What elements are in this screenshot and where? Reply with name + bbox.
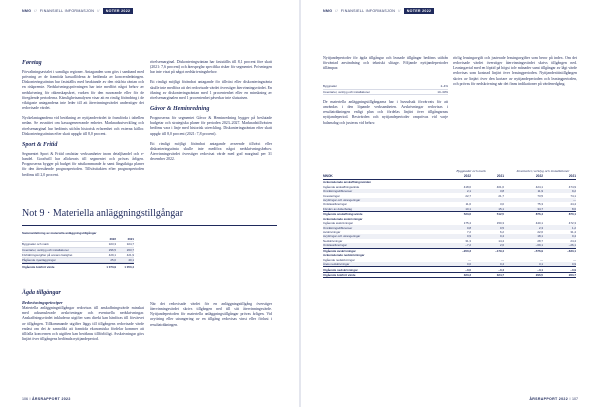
heading-forretning: Føretag <box>22 60 42 66</box>
table-caption: Sammanfattning av materiella anläggningstillgångar <box>22 231 97 235</box>
row-value: 429,1 <box>108 253 116 258</box>
grand-total-value: 296,5 <box>535 272 543 277</box>
row-value: 418,0 <box>463 184 471 189</box>
grand-total-value: 263,7 <box>568 272 576 277</box>
grand-total-label: Utgående bokfört värde <box>323 272 356 277</box>
row-value: 22,7 <box>465 193 471 198</box>
row-value: 6,2 <box>499 230 504 235</box>
row-value: −0,9 <box>570 267 576 272</box>
row-value: 22,6 <box>537 230 543 235</box>
row-label: Investeringar <box>323 193 340 198</box>
row-value: 440,1 <box>535 221 543 226</box>
row-value: — <box>540 257 543 262</box>
note-title: Not 9 · Materiella anläggningstillgångar <box>22 208 184 219</box>
row-label: Utgående nedskrivningar <box>323 267 358 272</box>
row-value: 31,4 <box>570 230 576 235</box>
table-subtotal-row <box>323 266 576 271</box>
row-value: 401,6 <box>496 184 504 189</box>
row-value: 150,3 <box>496 221 504 226</box>
row-value: 11,6 <box>465 202 471 207</box>
page-footer: 106 // ÅRSRAPPORT 2022 <box>22 397 71 401</box>
row-value: 9,2 <box>571 189 576 194</box>
row-value: 0,4 <box>571 234 576 239</box>
text-column-2 <box>453 56 577 92</box>
row-value: 75,3 <box>537 202 543 207</box>
header-separator: // <box>335 9 338 13</box>
depreciation-rates-table <box>323 84 448 95</box>
row-label: Ingående avskrivningar <box>323 221 353 226</box>
page-number: 106 <box>22 397 28 401</box>
row-value: 474,9 <box>568 184 576 189</box>
right-page <box>301 0 600 407</box>
rate-label: Byggnader <box>323 84 337 89</box>
row-label: Förvärv av dotterbolag <box>323 206 352 211</box>
total-value: 1 050,4 <box>124 264 134 269</box>
row-value: — <box>573 257 576 262</box>
row-value: 34,7 <box>537 206 543 211</box>
row-value: 21,7 <box>498 193 504 198</box>
header-highlight: NOTER 2022 <box>404 8 435 14</box>
text-column-1 <box>22 56 144 183</box>
row-value: −179,4 <box>495 248 504 253</box>
row-value: 0,9 <box>571 262 576 267</box>
table-row <box>323 262 576 266</box>
heading-agda: Ägda tillgångar <box>22 290 61 296</box>
row-value: 1,2 <box>571 225 576 230</box>
row-value: 512,5 <box>496 212 504 217</box>
year-header: 2021 <box>496 174 504 178</box>
row-value: 472,3 <box>568 221 576 226</box>
paragraph: De materiella anläggningstillgångarna har i huvudsak förvärvats för att användas i den löpande verksamheten. Avskrivningar redovisas i resultaträkningen enligt plan och fördelas linjärt över tillgångarnas nyttjandeperiod. Restvärden och nyttjandeperioder omprövas vid varje balansdag och justeras vid behov. <box>323 100 448 125</box>
column-header: 2022 <box>109 237 116 242</box>
total-value: 1 073,9 <box>106 264 116 269</box>
table-subtotal-row <box>323 248 576 253</box>
row-value: 10,1 <box>465 206 471 211</box>
header-separator: // <box>398 9 401 13</box>
row-value: 3,8 <box>499 189 504 194</box>
row-value: −200,3 <box>462 248 471 253</box>
table-row <box>323 243 576 247</box>
row-value: 2,3 <box>538 225 543 230</box>
rate-value: 10–33% <box>437 89 448 94</box>
unit-label: MNOK <box>323 174 333 178</box>
row-value: −576,9 <box>534 248 543 253</box>
row-value: 3,0 <box>499 202 504 207</box>
text-column-2 <box>150 60 272 167</box>
text-column-1b <box>323 100 448 131</box>
heading-redovisningsprinciper: Redovisningsprinciper <box>22 300 63 305</box>
row-value: −26,1 <box>568 243 576 248</box>
row-value: 0,4 <box>499 234 504 239</box>
row-value: 3,1 <box>538 262 543 267</box>
row-label: Pågående nyanläggningar <box>22 258 56 263</box>
row-value: — <box>468 257 471 262</box>
header-company: NMG <box>22 9 32 13</box>
row-label: Årets nedskrivningar <box>323 262 350 267</box>
paragraph: Nyttjandeperioder för ägda tillgångar och leasade tillgångar bedöms utifrån förväntad användning och tekniskt slitage. Följande nyttjandeperioder tillämpas: <box>323 56 448 71</box>
total-label: Utgående bokfört värde <box>22 264 55 269</box>
paragraph: Ett rimligt möjligt förändrat antagande avseende tillväxt eller diskonteringsränta skulle inte medföra något nedskrivningsbehov. Återvinningsvärdet överstiger redovisat värde med god marginal per 31 december 2022. <box>150 141 272 162</box>
row-value: 175,4 <box>463 221 471 226</box>
row-label: Omräkningsdifferenser <box>323 189 353 194</box>
row-label: Ackumulerade nedskrivningar <box>323 253 365 258</box>
row-value: 18,1 <box>537 234 543 239</box>
text-column-4 <box>150 302 272 333</box>
paragraph: Segmentet Sport & Fritid omfattar verksamheter inom detaljhandel och e-handel. Goodwill har allokerats till segmentet och prövas årligen. Prognoserna bygger på budget för nästkommande år samt långsiktiga planer för den återstående prognosperioden. Tillväxttakten efter prognosperioden bedöms till 2,0 procent. <box>22 151 144 177</box>
row-value: 870,1 <box>568 212 576 217</box>
paragraph: Nyckelantagandena vid beräkning av nyttjandevärdet är framförda i tabellen nedan. Se avsnittet om kassagenererande enheter. Marknadsutveckling och rörelsemarginal har bedömts utifrån historisk erfarenhet och externa källor. Diskonteringsräntan efter skatt uppgår till 8,0 procent. <box>22 116 144 136</box>
row-value: — <box>573 197 576 202</box>
row-value: −0,4 <box>498 267 504 272</box>
row-value: 7,2 <box>466 230 471 235</box>
row-value: 2,6 <box>499 243 504 248</box>
row-value: 74,1 <box>570 193 576 198</box>
row-value: 324,7 <box>126 242 134 247</box>
row-label: Omräkningsdifferenser <box>323 225 353 230</box>
row-label: Omklassificeringar <box>323 202 347 207</box>
row-value: 424,1 <box>535 184 543 189</box>
table-subtotal-row <box>323 211 576 216</box>
rate-row <box>323 90 448 96</box>
row-label: Utgående anskaffningsvärde <box>323 212 363 217</box>
row-value: 523,6 <box>463 212 471 217</box>
row-value: −3,1 <box>537 267 543 272</box>
header-section: FINANSIELL INFORMASJON <box>340 9 396 13</box>
row-value: 263,7 <box>126 247 134 252</box>
summary-table <box>22 231 134 269</box>
page-header <box>22 7 277 15</box>
header-company: NMG <box>323 9 333 13</box>
row-value: −7,2 <box>465 243 471 248</box>
footer-report: ÅRSRAPPORT 2022 <box>32 397 71 401</box>
table-row <box>323 207 576 211</box>
row-label: Ingående nedskrivningar <box>323 257 355 262</box>
row-value: — <box>501 257 504 262</box>
row-label: Avyttringar och utrangeringar <box>323 234 361 239</box>
paragraph: Förvaltningsavtalet i samtliga regioner. Antaganden som görs i samband med prövning av de framtida kassaflödena är bedömda av koncernledningen. Diskonteringsräntan har fastställts med beaktande av den riskfria räntan och en riskpremie. Nedskrivningsprövningen har inte medfört något behov av nedskrivning för räkenskapsåret, varken för den nuvarande eller för de föregående perioderna. Känslighetsanalysen visar att en rimlig förändring i de viktigaste antagandena inte leder till att återvinningsvärdet understiger det redovisade värdet. <box>22 70 144 111</box>
row-label: Utgående avskrivningar <box>323 248 356 253</box>
year-header: 2022 <box>463 174 471 178</box>
text-column-1 <box>323 56 448 76</box>
row-label: Ingående anskaffningsvärde <box>323 184 360 189</box>
row-value: 25,0 <box>110 258 116 263</box>
row-value: 11,9 <box>537 189 543 194</box>
row-value: 73,5 <box>537 193 543 198</box>
row-value: 2,1 <box>466 189 471 194</box>
header-separator: // <box>97 9 100 13</box>
footer-report: ÅRSRAPPORT 2022 <box>529 397 568 401</box>
year-header: 2021 <box>568 174 576 178</box>
rate-label: Inventarier, verktyg och installationer <box>323 89 370 94</box>
row-value: −69,1 <box>535 243 543 248</box>
year-header: 2022 <box>535 174 543 178</box>
paragraph: Prognoserna för segmentet Gåvor & Heminredning bygger på beslutade budgetar och strategiska planer för perioden 2023–2027. Marknadstillväxten bedöms vara i linje med historisk utveckling. Diskonteringsräntan efter skatt uppgår till 8,0 procent (2021: 7,8 procent). <box>150 116 272 136</box>
table-grand-total-row <box>323 272 576 278</box>
header-highlight: NOTER 2022 <box>103 8 134 14</box>
row-label: Ackumulerade anskaffningsvärden <box>323 180 372 185</box>
paragraph: Materiella anläggningstillgångar redovisas till anskaffningsvärde minskat med ackumulerade avskrivningar och eventuella nedskrivningar. Anskaffningsvärdet inkluderar utgifter som direkt kan hänföras till förvärvet av tillgången. Tillkommande utgifter läggs till tillgångens redovisade värde endast om det är sannolikt att framtida ekonomiska fördelar kommer att tillfalla koncernen och utgiften kan beräknas tillförlitligt. Avskrivningar görs linjärt över tillgångens bedömda nyttjandeperiod. <box>22 306 144 342</box>
heading-sport: Sport & Fritid <box>22 141 58 148</box>
row-value: 28,7 <box>537 238 543 243</box>
paragraph: Ett rimligt möjligt förändrat antagande för tillväxt eller diskonteringsränta skulle inte medföra att det redovisade värdet överstiger återvinningsvärdet. En ökning av diskonteringsräntan med 1 procentenhet eller en minskning av rörelsemarginalen med 1 procentenhet påverkar inte slutsatsen. <box>150 80 272 100</box>
row-value: 40,1 <box>128 258 134 263</box>
row-value: 24,4 <box>570 238 576 243</box>
table-year-row <box>323 173 576 180</box>
row-label: Avyttringar och utrangeringar <box>323 197 361 202</box>
row-label: Omklassificeringar <box>323 243 347 248</box>
row-label: Byggnader och mark <box>22 242 49 247</box>
header-separator: // <box>34 9 37 13</box>
row-label: Ackumulerade avskrivningar <box>323 216 363 221</box>
text-column-3 <box>22 286 144 347</box>
row-value: 15,1 <box>498 206 504 211</box>
grand-total-value: 323,3 <box>463 272 471 277</box>
row-value: 44,4 <box>570 202 576 207</box>
row-label: Inventarier, verktyg och installationer <box>22 247 69 252</box>
paragraph: rörelsemarginal. Diskonteringsräntan har fastställts till 8,1 procent före skatt (2021: 7,6 procent) och återspeglar specifika risker för segmentet. Prövningen har inte visat på något nedskrivningsbehov. <box>150 60 272 75</box>
paragraph: När det redovisade värdet för en anläggningstillgång överstiger återvinningsvärdet skrivs tillgången ned till sitt återvinningsvärde. Nyttjandeperioden för materiella anläggningstillgångar prövas årligen. Vid avyttring eller utrangering av en tillgång redovisas vinst eller förlust i resultaträkningen. <box>150 302 272 327</box>
row-value: 8,6 <box>571 206 576 211</box>
note-divider <box>22 225 277 226</box>
page-number: 107 <box>572 397 578 401</box>
group-label: Byggnader och mark <box>456 169 486 173</box>
row-value: 14,4 <box>498 238 504 243</box>
table-total-row <box>22 263 134 268</box>
page-header <box>323 7 578 15</box>
row-value: 31,3 <box>465 238 471 243</box>
table-group-header <box>323 159 576 173</box>
left-page <box>0 0 299 407</box>
row-value: 421,9 <box>126 253 134 258</box>
row-label: Förbättringsutgifter på annans fastighet <box>22 253 73 258</box>
paragraph: rörlig leasingavgift och justerade leasingavgifter som beror på index. Om det redovisade värdet överstiger återvinningsvärdet skrivs tillgången ned. Leasingavtal med en löptid på högst tolv månader samt tillgångar av lågt värde redovisas som kostnad linjärt över leasingperioden. Nyttjanderättstillgången skrivs av linjärt över den kortare av nyttjandeperioden och leasingperioden, och prövas för nedskrivning när det finns indikationer på värdenedgång. <box>453 56 577 86</box>
header-section: FINANSIELL INFORMASJON <box>39 9 95 13</box>
row-value: 0,8 <box>466 225 471 230</box>
row-label: Avskrivningar <box>323 230 341 235</box>
row-value: 0,0 <box>466 262 471 267</box>
row-value: −0,0 <box>465 267 471 272</box>
group-label: Inventarier, verktyg och installationer <box>516 169 570 173</box>
row-value: 323,3 <box>108 242 116 247</box>
rate-value: 2–4% <box>440 84 448 89</box>
column-header: 2021 <box>127 237 134 242</box>
row-value: 0,4 <box>499 262 504 267</box>
row-value: 296,5 <box>108 247 116 252</box>
page-footer: ÅRSRAPPORT 2022 // 107 <box>529 397 578 401</box>
asset-movement-table <box>323 159 576 278</box>
grand-total-value: 324,7 <box>496 272 504 277</box>
row-label: Nedskrivningar <box>323 238 343 243</box>
row-value: 876,4 <box>535 212 543 217</box>
row-value: 0,5 <box>499 225 504 230</box>
heading-gavor: Gåvor & Heminredning <box>150 106 210 113</box>
row-value: 0,9 <box>466 234 471 239</box>
row-value: −633,1 <box>567 248 576 253</box>
